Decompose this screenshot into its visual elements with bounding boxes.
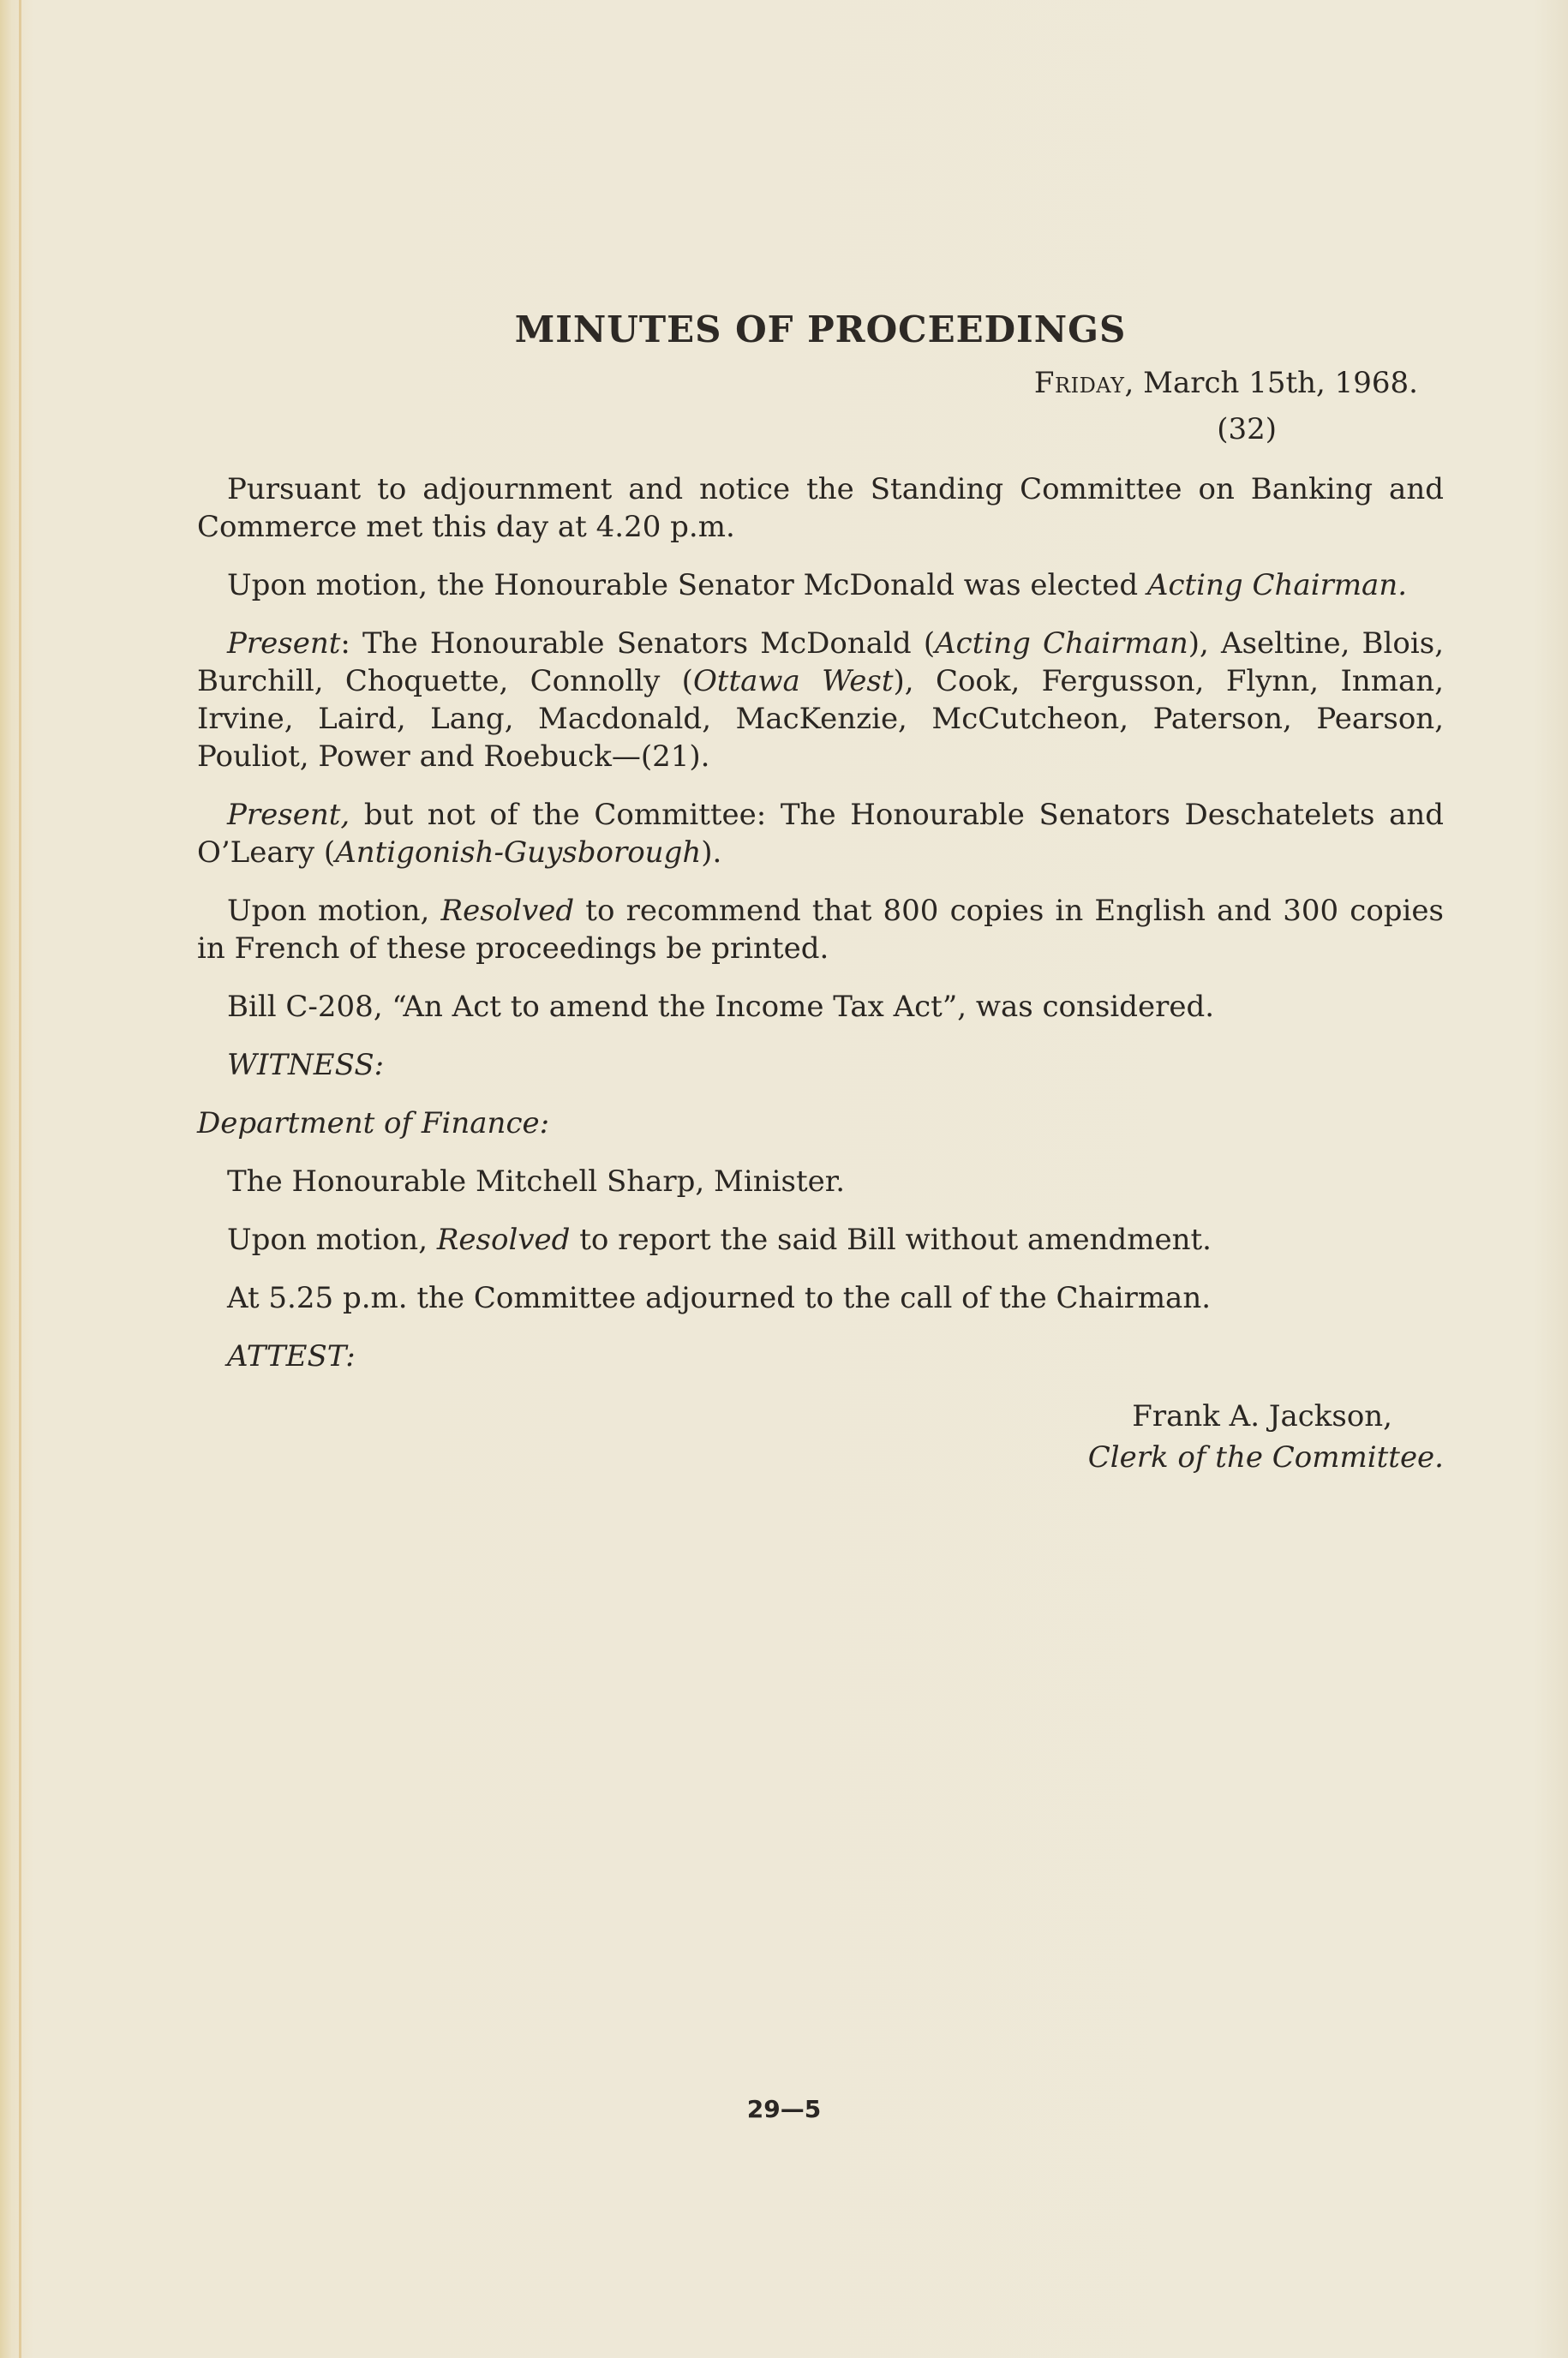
text: ). (701, 835, 722, 870)
text: to recommend that 800 copies in English and 300 copies in French of these proceedings be printed. (197, 894, 1444, 966)
text-italic: WITNESS: (227, 1048, 385, 1082)
paragraph-present (197, 625, 1444, 775)
paragraph-adjournment: Pursuant to adjournment and notice the Standing Committee on Banking and Commerce met this day at 4.20 p.m. (197, 472, 1444, 544)
paragraph-report-resolution (197, 1221, 1444, 1259)
text-italic: Resolved (436, 1223, 571, 1257)
paragraph-bill-considered: Bill C-208, “An Act to amend the Income Tax Act”, was considered. (227, 990, 1215, 1024)
clerk-title (197, 1437, 1444, 1478)
page-number: 29—5 (746, 2095, 822, 2123)
label-present: Present, (227, 798, 350, 832)
text-italic: Antigonish-Guysborough (335, 835, 702, 870)
text: Upon motion, (227, 894, 441, 928)
text: : The Honourable Senators McDonald ( (340, 626, 936, 661)
clerk-name: Frank A. Jackson, (1132, 1399, 1392, 1433)
binding-edge (19, 0, 21, 2358)
text: ), Aseltine, Blois, Burchill, Choquette, Connolly ( (197, 626, 1444, 698)
text-italic: Acting Chairman. (1146, 568, 1408, 602)
text: to report the said Bill without amendment. (570, 1223, 1212, 1257)
paragraph-copies-resolution (197, 892, 1444, 967)
text-italic: Department of Finance: (197, 1106, 550, 1140)
date-day: Friday (1033, 366, 1125, 400)
label-present: Present (227, 626, 341, 661)
signature-block (197, 1396, 1444, 1478)
text-italic: Resolved (440, 894, 575, 928)
text-italic: Acting Chairman (935, 626, 1188, 661)
department-heading (197, 1104, 1444, 1142)
text-italic: Clerk of the Committee. (1087, 1440, 1444, 1475)
text: Upon motion, the Honourable Senator McDonald was elected (227, 568, 1147, 602)
attest-heading (197, 1338, 1444, 1375)
paragraph-acting-chairman (197, 566, 1444, 604)
witness-name: The Honourable Mitchell Sharp, Minister. (227, 1164, 846, 1199)
witness-heading (197, 1046, 1444, 1084)
text: but not of the Committee: The Honourable Senators Deschatelets and O’Leary ( (197, 798, 1444, 870)
text-italic: Ottawa West (692, 664, 894, 698)
date-rest: , March 15th, 1968. (1124, 366, 1418, 400)
text-italic: ATTEST: (227, 1339, 356, 1374)
text: ), Cook, Fergusson, Flynn, Inman, Irvine, Laird, Lang, Macdonald, MacKenzie, McCutcheon, Paterson, Pearson, Pouliot, Power and Roebuck—(21). (197, 664, 1444, 774)
proceedings-number: (32) (1217, 412, 1277, 446)
text: Upon motion, (227, 1223, 437, 1257)
paragraph-adjourned: At 5.25 p.m. the Committee adjourned to the call of the Chairman. (227, 1281, 1212, 1315)
dateline (197, 366, 1444, 400)
page-title: MINUTES OF PROCEEDINGS (514, 308, 1127, 350)
paragraph-present-not-committee (197, 796, 1444, 871)
document-body (197, 308, 1444, 1478)
